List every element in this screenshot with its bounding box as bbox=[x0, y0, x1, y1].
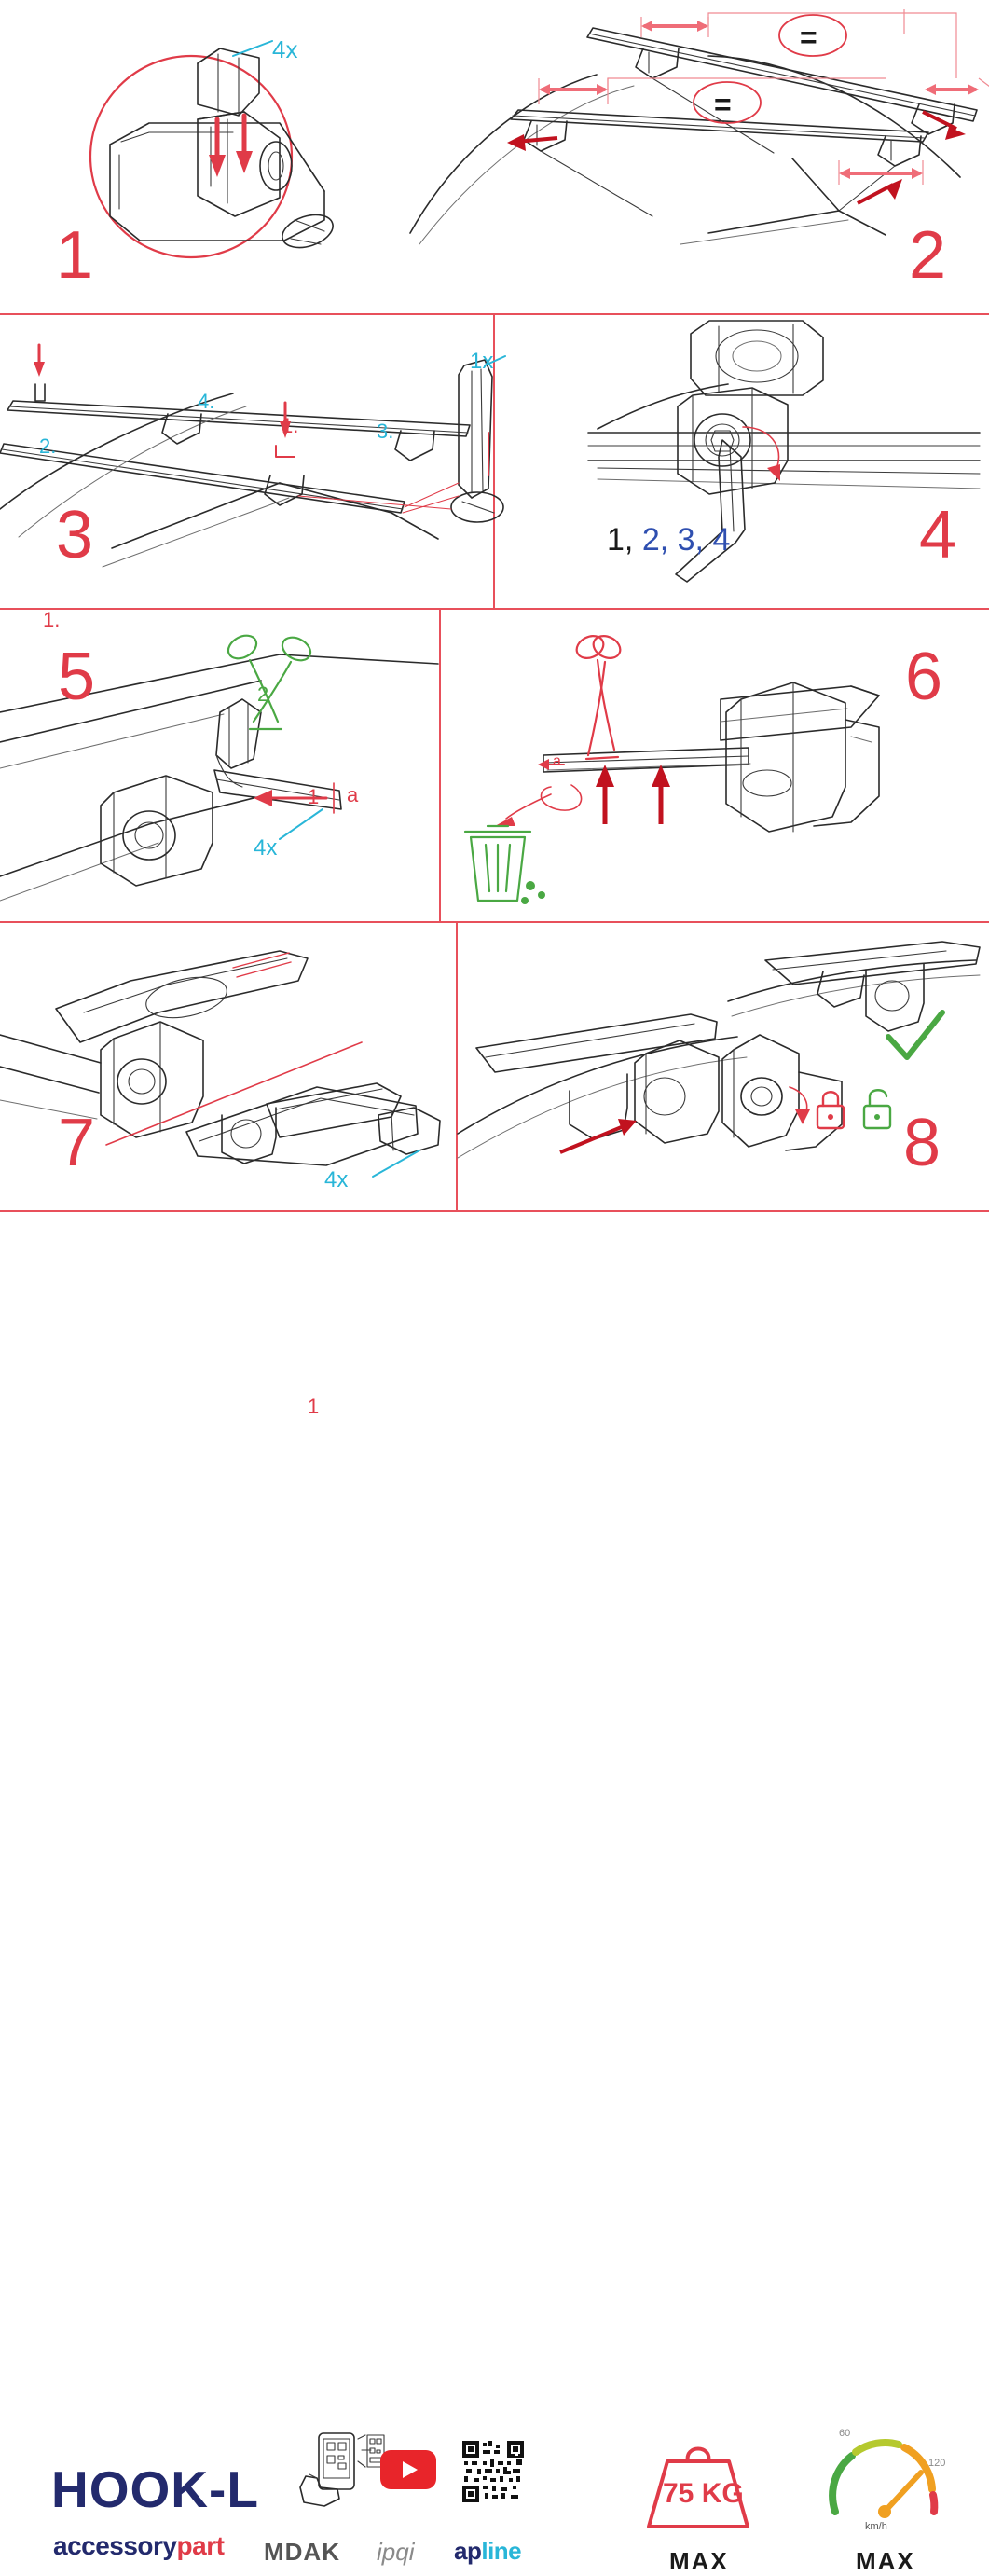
step-6-panel bbox=[441, 610, 989, 921]
step-3-order-2-label: 2. bbox=[39, 434, 57, 458]
max-speed-caption: MAX bbox=[856, 2547, 915, 2575]
step-2-illustration bbox=[401, 0, 989, 313]
step-6-a-label: a bbox=[553, 753, 561, 769]
step-3-order-4-label: 4. bbox=[198, 390, 215, 413]
brand-logo-part-1: accessory bbox=[53, 2531, 177, 2560]
step-5-qty-label: 4x bbox=[254, 835, 278, 861]
brand-logo bbox=[53, 2531, 224, 2561]
step-5-number: 5 bbox=[58, 640, 94, 714]
product-title: HOOK-L bbox=[51, 2460, 259, 2518]
speed-tick-60: 60 bbox=[839, 2428, 851, 2439]
step-8-panel bbox=[458, 923, 989, 1210]
step-3-order-3-label: 3. bbox=[377, 420, 394, 443]
step-3-order-1: 1. bbox=[43, 608, 61, 631]
step-1-qty-label: 4x bbox=[272, 35, 298, 63]
max-load-value: 75 KG bbox=[663, 2478, 744, 2509]
step-4-panel bbox=[495, 315, 989, 608]
step-2-panel bbox=[401, 0, 989, 313]
max-load-caption: MAX bbox=[669, 2547, 729, 2575]
step-4-illustration bbox=[495, 315, 989, 608]
step-3-qty-label: 1x bbox=[470, 349, 494, 374]
step-5-cut-label: 2 bbox=[257, 682, 269, 706]
speed-unit: km/h bbox=[865, 2521, 887, 2532]
step-5-pull-label: 1 bbox=[308, 785, 320, 808]
brand-logo-part-2: part bbox=[176, 2531, 225, 2560]
step-3-order-1-label: 1. bbox=[282, 414, 299, 437]
step-1-panel bbox=[0, 0, 401, 313]
step-5-label-1: 1 bbox=[308, 1395, 320, 1418]
step-2-equal-sign-2: = bbox=[714, 88, 732, 121]
partner-apline-part-2: line bbox=[481, 2537, 522, 2565]
qr-code-icon bbox=[462, 2441, 524, 2502]
step-1-number: 1 bbox=[56, 218, 92, 293]
step-6-number: 6 bbox=[905, 640, 941, 714]
footer bbox=[0, 1212, 989, 2575]
partner-apline-part-1: ap bbox=[454, 2537, 482, 2565]
youtube-icon[interactable] bbox=[380, 2450, 436, 2489]
step-5-a-label: a bbox=[347, 783, 359, 806]
step-8-number: 8 bbox=[903, 1106, 940, 1180]
step-7-number: 7 bbox=[58, 1106, 94, 1180]
step-4-sequence-label: 1, 2, 3, 4 bbox=[607, 522, 731, 558]
step-2-equal-sign-1: = bbox=[800, 21, 817, 54]
step-7-panel bbox=[0, 923, 456, 1210]
step-2-number: 2 bbox=[909, 218, 945, 293]
partner-ipqi: ipqi bbox=[377, 2538, 415, 2566]
step-5-panel bbox=[0, 610, 439, 1418]
partner-mdak: MDAK bbox=[264, 2538, 340, 2566]
qr-scan-icon bbox=[296, 2430, 386, 2510]
step-7-qty-label: 4x bbox=[324, 1167, 349, 1192]
step-4-number: 4 bbox=[919, 498, 955, 572]
step-3-panel bbox=[0, 315, 494, 631]
speed-tick-120: 120 bbox=[928, 2458, 946, 2469]
partner-apline bbox=[454, 2537, 521, 2566]
step-3-number: 3 bbox=[56, 498, 92, 572]
